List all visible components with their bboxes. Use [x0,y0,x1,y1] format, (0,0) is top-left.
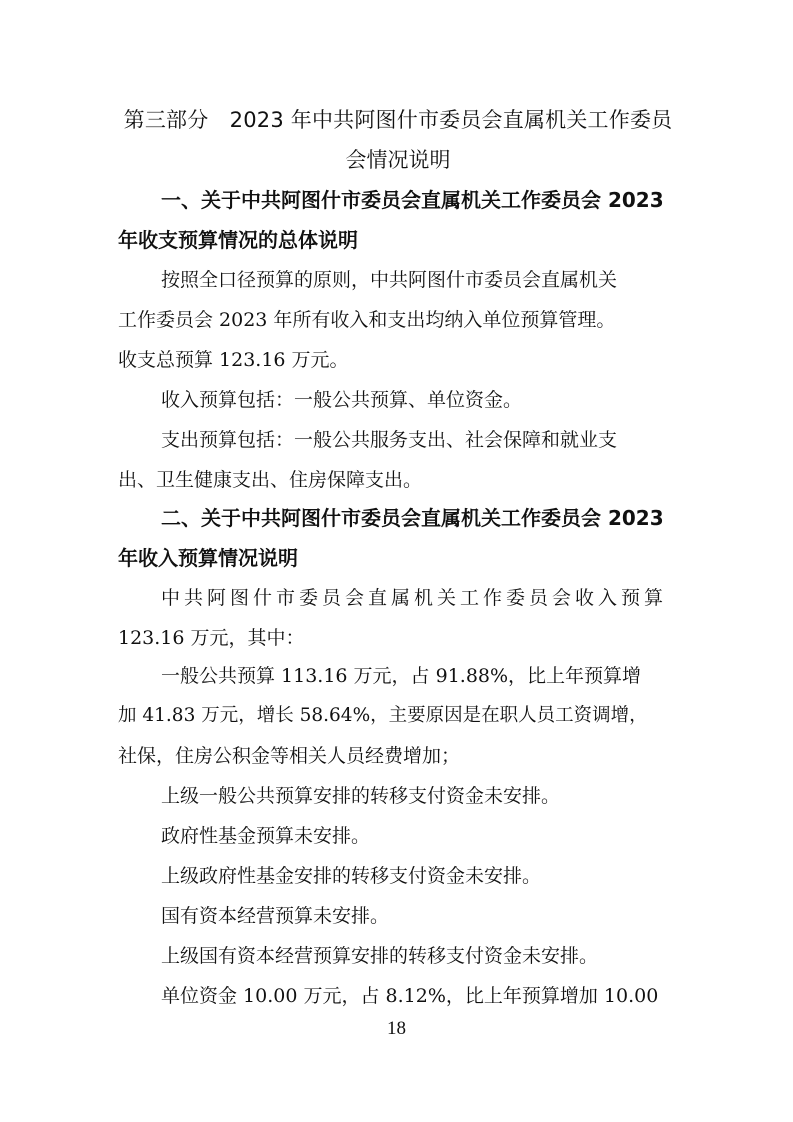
section-2-paragraph-1 [118,578,678,658]
section-2-heading-line-2: 年收入预算情况说明 [118,546,298,570]
page-title-line-1: 第三部分 2023 年中共阿图什市委员会直属机关工作委员 [123,108,673,132]
section-1-heading [118,180,678,260]
section-2-paragraph-2 [118,656,678,776]
paragraph-line: 123.16 万元，其中： [118,627,305,649]
paragraph-line: 国有资本经营预算未安排。 [161,905,390,927]
page-title-line-2: 会情况说明 [345,148,451,172]
paragraph-line: 按照全口径预算的原则，中共阿图什市委员会直属机关 [161,269,618,291]
section-1-paragraph-2 [118,380,678,420]
paragraph-line: 上级政府性基金安排的转移支付资金未安排。 [161,865,542,887]
section-1-paragraph-1 [118,260,678,380]
page-title [118,100,678,180]
section-2-paragraph-7 [118,936,678,976]
paragraph-line: 单位资金 10.00 万元，占 8.12%，比上年预算增加 10.00 [161,985,659,1007]
paragraph-line: 一般公共预算 113.16 万元，占 91.88%，比上年预算增 [161,665,642,687]
section-2-paragraph-6 [118,896,678,936]
paragraph-line: 上级国有资本经营预算安排的转移支付资金未安排。 [161,945,599,967]
section-2-heading-line-1: 二、关于中共阿图什市委员会直属机关工作委员会 2023 [161,506,664,530]
section-2-paragraph-3 [118,776,678,816]
paragraph-line: 工作委员会 2023 年所有收入和支出均纳入单位预算管理。 [118,309,616,331]
section-1-paragraph-3 [118,420,678,500]
paragraph-line: 中共阿图什市委员会直属机关工作委员会收入预算 [161,587,668,609]
paragraph-line: 支出预算包括：一般公共服务支出、社会保障和就业支 [161,429,618,451]
paragraph-line: 加 41.83 万元，增长 58.64%，主要原因是在职人员工资调增， [118,705,648,726]
paragraph-line: 社保，住房公积金等相关人员经费增加； [118,745,461,767]
paragraph-line: 收入预算包括：一般公共预算、单位资金。 [161,389,523,411]
page-number: 18 [387,1018,406,1039]
paragraph-line: 出、卫生健康支出、住房保障支出。 [118,469,423,491]
paragraph-line: 上级一般公共预算安排的转移支付资金未安排。 [161,785,561,807]
section-1-heading-line-1: 一、关于中共阿图什市委员会直属机关工作委员会 2023 [161,188,664,212]
section-2-paragraph-8 [118,976,678,1016]
section-1-heading-line-2: 年收支预算情况的总体说明 [118,228,358,252]
paragraph-line: 收支总预算 123.16 万元。 [118,349,349,371]
paragraph-line: 政府性基金预算未安排。 [161,825,371,847]
section-2-paragraph-5 [118,856,678,896]
section-2-paragraph-4 [118,816,678,856]
section-2-heading [118,498,678,578]
